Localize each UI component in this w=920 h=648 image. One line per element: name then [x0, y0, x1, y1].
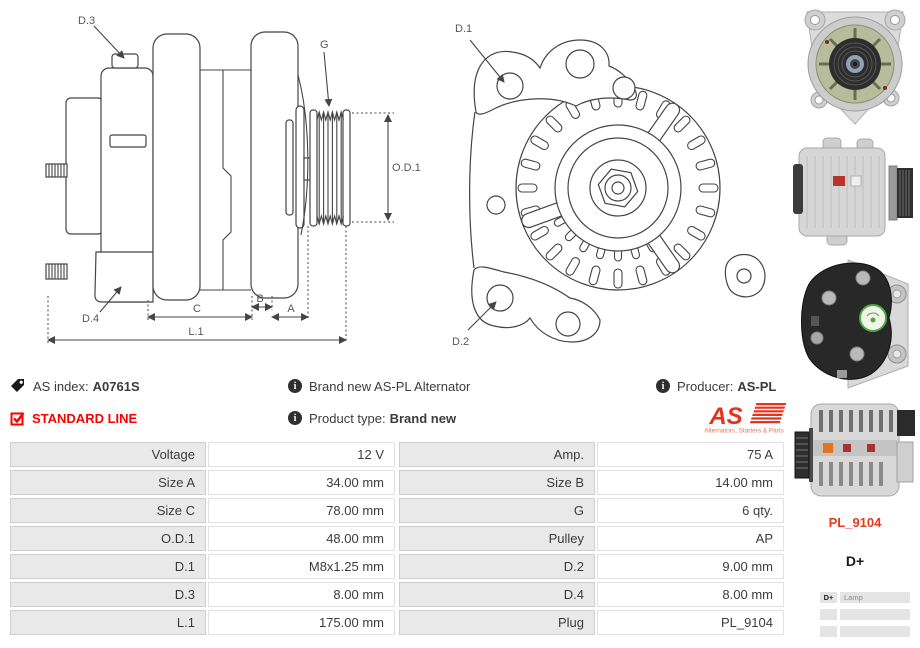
spec-value: M8x1.25 mm: [208, 554, 395, 579]
product-info: [10, 372, 788, 436]
product-photos-sidebar: [790, 0, 920, 648]
spec-table-right: [399, 442, 784, 635]
alternator-front-drawing[interactable]: [430, 0, 770, 368]
spec-label: Voltage: [10, 442, 206, 467]
pinout-row: [820, 626, 920, 637]
dim-label-l1: L.1: [188, 326, 204, 338]
spec-value: 175.00 mm: [208, 610, 395, 635]
pinout-function-cell: Lamp: [840, 592, 910, 603]
spec-value: PL_9104: [597, 610, 784, 635]
producer: [656, 379, 788, 394]
pinout-row: [820, 609, 920, 620]
producer-label: Producer:: [677, 378, 734, 394]
spec-label: D.4: [399, 582, 595, 607]
checkbox-checked-icon: [10, 411, 25, 426]
product-type-value: Brand new: [389, 410, 457, 426]
info-icon: [288, 379, 302, 393]
tag-icon: [10, 378, 26, 394]
spec-value: 6 qty.: [597, 498, 784, 523]
alternator-side-drawing[interactable]: [0, 0, 425, 362]
pinout-row: [820, 592, 920, 603]
brand-new-note: [288, 379, 656, 394]
dim-label-d4: D.4: [82, 313, 100, 325]
as-index-label: AS index:: [33, 378, 89, 394]
info-row-2: [10, 400, 788, 436]
pinout-function-cell: [840, 626, 910, 637]
terminal-label: D+: [845, 553, 865, 569]
standard-line: [10, 411, 288, 426]
spec-label: Amp.: [399, 442, 595, 467]
dim-label-od1: O.D.1: [392, 162, 421, 174]
info-row-1: [10, 372, 788, 400]
spec-value: 14.00 mm: [597, 470, 784, 495]
spec-label: Pulley: [399, 526, 595, 551]
spec-value: 75 A: [597, 442, 784, 467]
spec-label: Size B: [399, 470, 595, 495]
spec-label: L.1: [10, 610, 206, 635]
photo-alternator-rear[interactable]: [793, 254, 917, 392]
product-type-label: Product type:: [309, 410, 386, 426]
spec-value: 78.00 mm: [208, 498, 395, 523]
pinout-table: [820, 592, 920, 637]
photo-alternator-side-2[interactable]: [793, 398, 917, 506]
dim-label-b: B: [256, 293, 264, 305]
spec-value: 9.00 mm: [597, 554, 784, 579]
logo-tagline: Alternators, Starters & Parts: [704, 427, 784, 435]
spec-value: 34.00 mm: [208, 470, 395, 495]
dim-label-g: G: [320, 39, 329, 51]
info-icon: [288, 411, 302, 425]
spec-label: D.3: [10, 582, 206, 607]
as-index: [10, 378, 288, 394]
dim-label-c: C: [193, 303, 201, 315]
photo-alternator-front[interactable]: [793, 2, 917, 132]
pinout-terminal-cell: [820, 609, 837, 620]
spec-label: Size C: [10, 498, 206, 523]
standard-line-text: STANDARD LINE: [32, 410, 138, 426]
dim-label-d1: D.1: [455, 23, 473, 35]
as-pl-logo: [700, 401, 788, 435]
info-icon: [656, 379, 670, 393]
pinout-terminal-cell: [820, 626, 837, 637]
spec-value: AP: [597, 526, 784, 551]
spec-value: 8.00 mm: [597, 582, 784, 607]
spec-value: 48.00 mm: [208, 526, 395, 551]
product-type: [288, 411, 656, 426]
spec-label: G: [399, 498, 595, 523]
pinout-function-cell: [840, 609, 910, 620]
dim-label-d3: D.3: [78, 15, 96, 27]
pinout-terminal-cell: D+: [820, 592, 837, 603]
spec-label: Plug: [399, 610, 595, 635]
spec-value: 12 V: [208, 442, 395, 467]
photo-alternator-side[interactable]: [793, 136, 917, 248]
spec-table-left: [10, 442, 395, 635]
as-index-value: A0761S: [92, 378, 140, 394]
logo-as-text: AS: [709, 403, 743, 430]
producer-value: AS-PL: [737, 378, 777, 394]
spec-label: D.1: [10, 554, 206, 579]
dim-label-a: A: [287, 303, 295, 315]
spec-label: O.D.1: [10, 526, 206, 551]
spec-label: Size A: [10, 470, 206, 495]
dim-label-d2: D.2: [452, 336, 470, 348]
spec-value: 8.00 mm: [208, 582, 395, 607]
plug-code: PL_9104: [828, 515, 882, 530]
spec-table: [10, 442, 784, 635]
brand-new-text: Brand new AS-PL Alternator: [309, 378, 471, 394]
spec-label: D.2: [399, 554, 595, 579]
